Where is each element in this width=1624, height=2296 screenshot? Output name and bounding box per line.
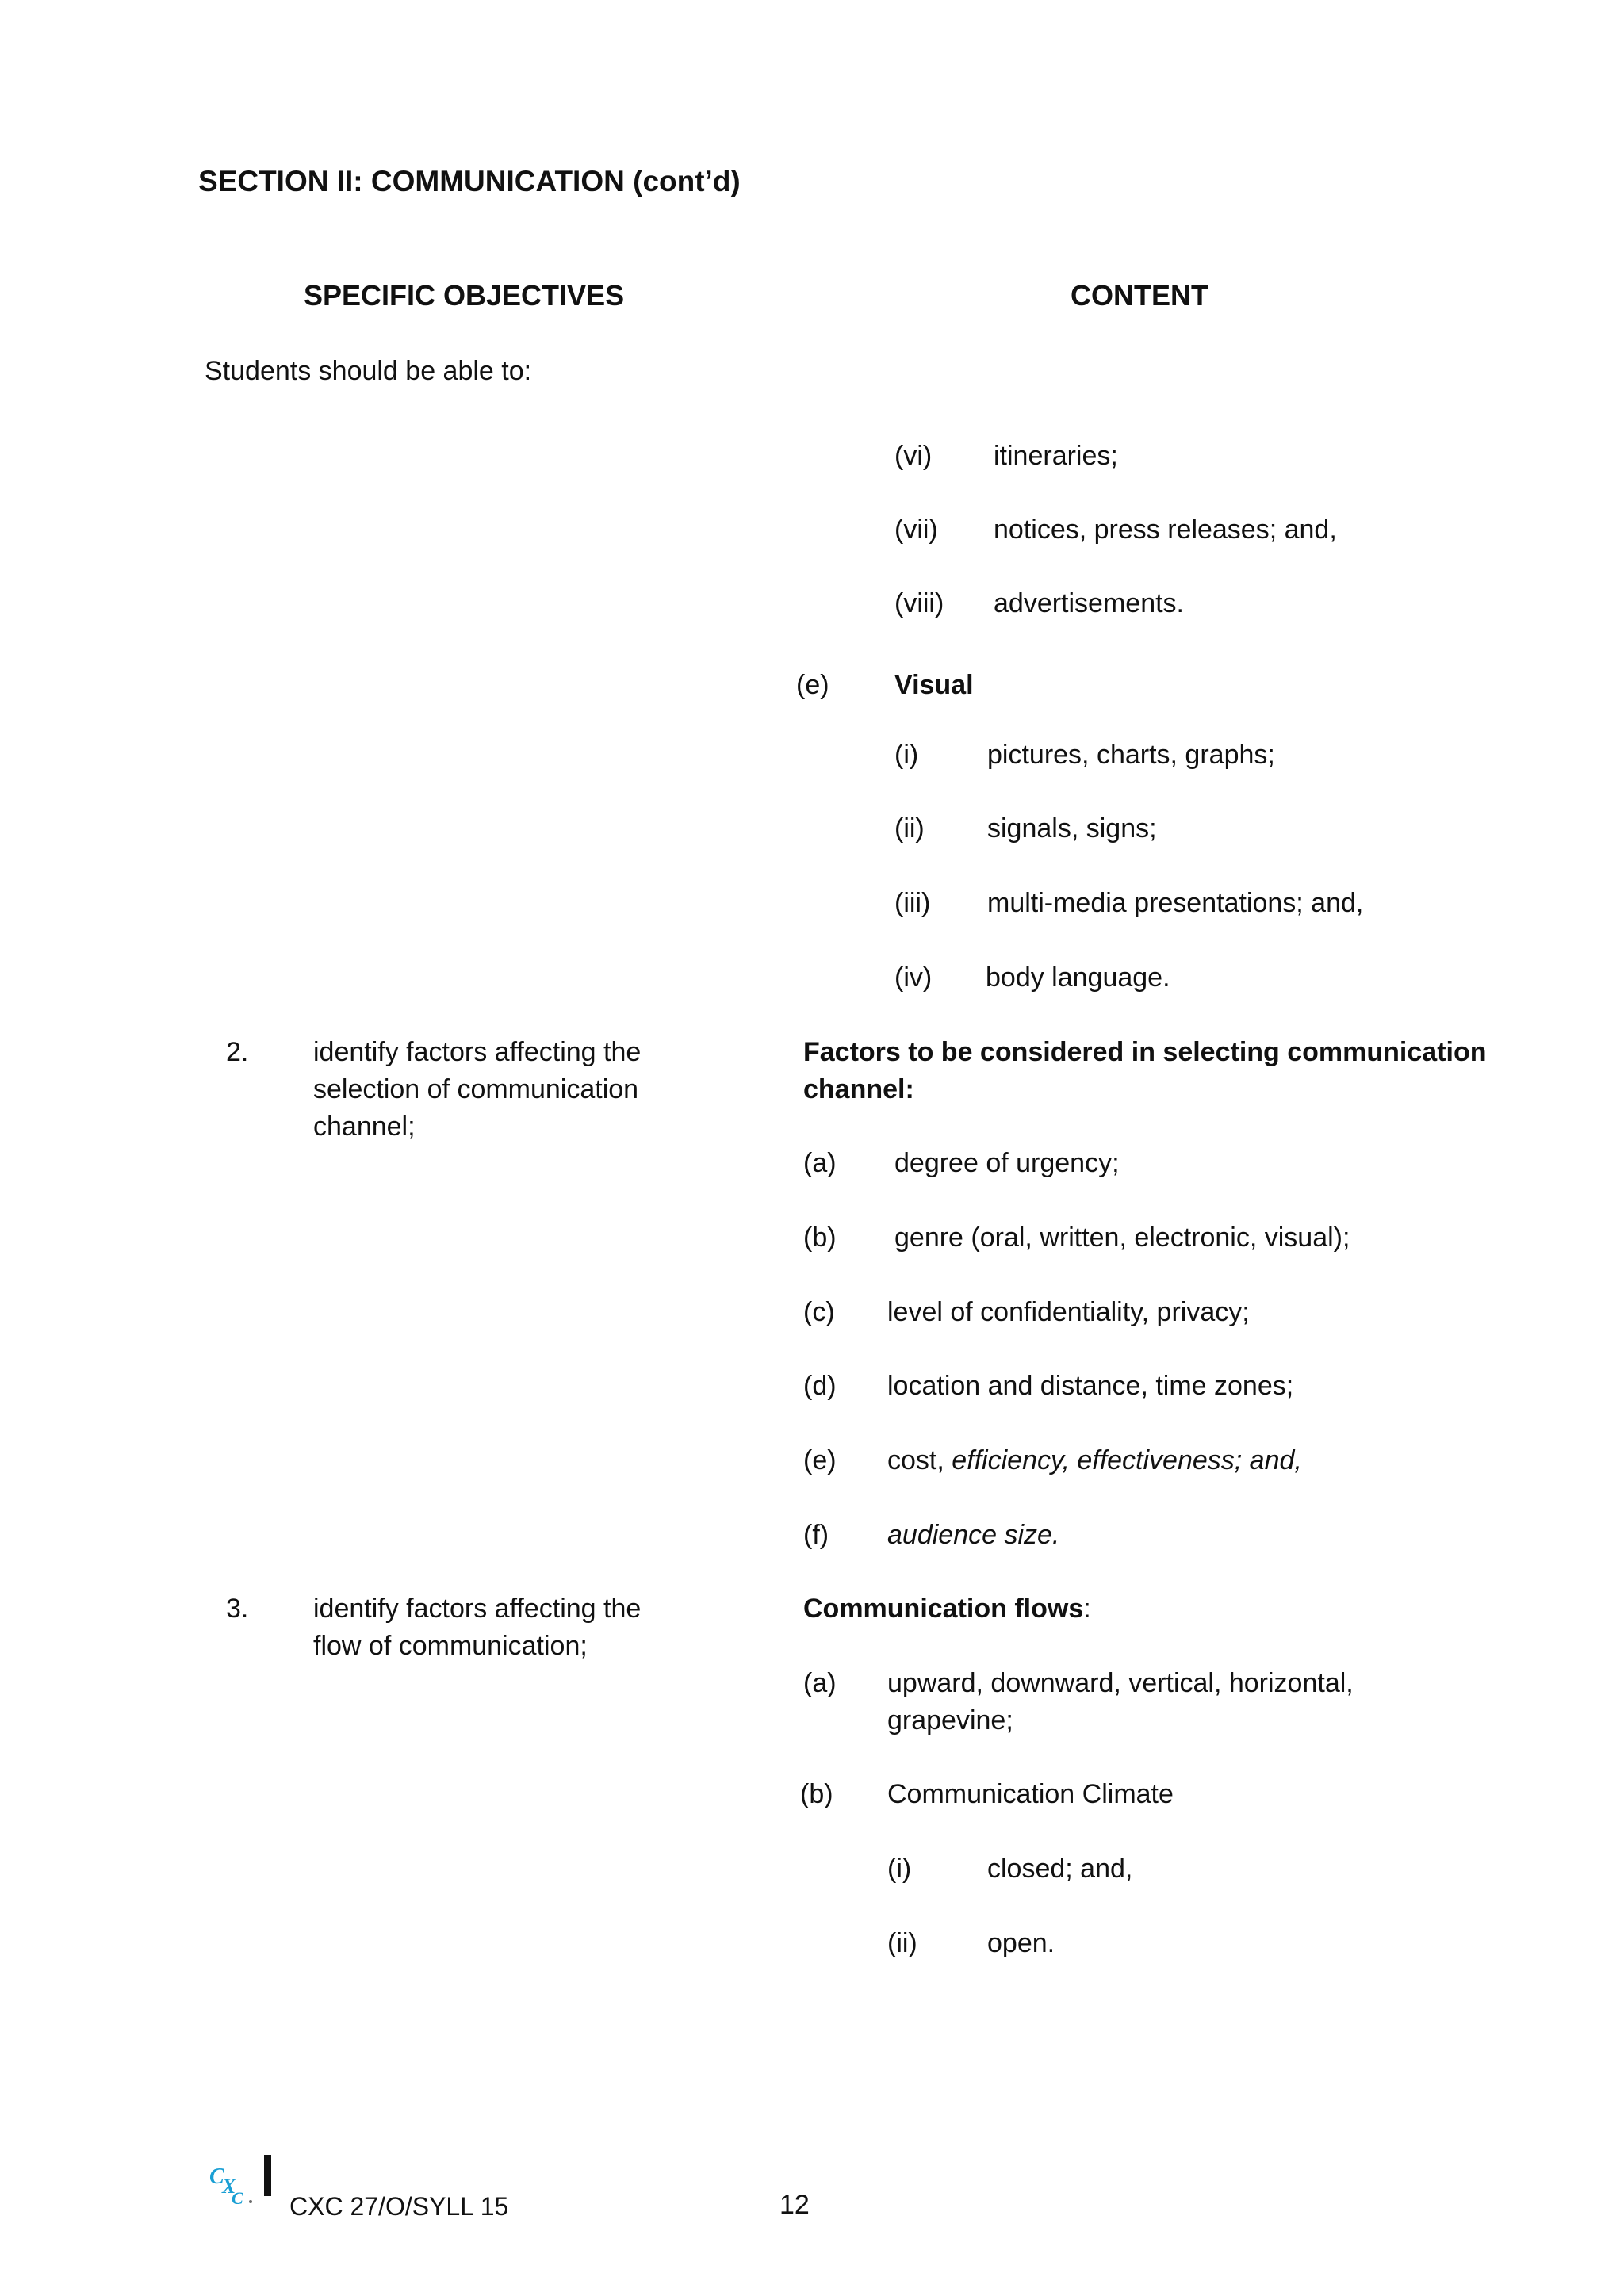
list-item: upward, downward, vertical, horizontal, [887,1668,1354,1698]
objective-number: 3. [226,1594,249,1624]
list-number: (ii) [894,813,925,844]
list-item: open. [987,1928,1055,1958]
factors-title: Factors to be considered in selecting communication [803,1037,1487,1067]
content-heading: CONTENT [1071,279,1208,312]
list-letter: (e) [796,670,829,700]
section-title: SECTION II: COMMUNICATION (cont’d) [198,165,741,197]
svg-text:C: C [232,2188,243,2207]
list-item [887,1442,1302,1479]
list-item: degree of urgency; [894,1148,1120,1178]
list-item: itineraries; [994,441,1118,471]
svg-text:X: X [222,2175,236,2198]
list-number: (i) [894,740,919,770]
list-item: signals, signs; [987,813,1157,844]
list-item: grapevine; [887,1705,1013,1735]
list-number: (iv) [894,962,933,993]
list-letter: (c) [803,1297,835,1327]
list-item-italic: efficiency, effectiveness; and, [952,1445,1302,1475]
objective-line: flow of communication; [313,1631,588,1661]
list-number: (iii) [894,888,931,918]
list-number: (ii) [887,1928,917,1958]
list-item: genre (oral, written, electronic, visual); [894,1223,1350,1253]
visual-title: Visual [894,670,974,700]
list-number: (i) [887,1854,912,1884]
list-item: advertisements. [994,588,1184,618]
objectives-heading: SPECIFIC OBJECTIVES [304,279,625,312]
list-letter: (e) [803,1445,837,1475]
flows-title [803,1590,1091,1627]
factors-title: channel: [803,1074,914,1104]
flows-title-bold: Communication flows [803,1594,1084,1624]
list-item: level of confidentiality, privacy; [887,1297,1250,1327]
list-item: Communication Climate [887,1779,1174,1809]
list-item: closed; and, [987,1854,1133,1884]
svg-text:C: C [209,2164,224,2189]
objective-line: selection of communication [313,1074,639,1104]
objective-number: 2. [226,1037,249,1067]
list-item: location and distance, time zones; [887,1371,1294,1401]
list-number: (vi) [894,441,933,471]
list-letter: (b) [800,1779,833,1809]
intro-text: Students should be able to: [205,356,532,386]
flows-title-suffix: : [1083,1594,1091,1624]
page-number: 12 [779,2190,810,2220]
list-letter: (d) [803,1371,837,1401]
list-number: (vii) [894,515,938,545]
list-letter: (b) [803,1223,837,1253]
list-item: body language. [986,962,1170,993]
list-item: pictures, charts, graphs; [987,740,1275,770]
list-item: audience size. [887,1520,1060,1550]
list-item: notices, press releases; and, [994,515,1337,545]
list-item-plain: cost, [887,1445,952,1475]
objective-line: identify factors affecting the [313,1594,642,1624]
cxc-logo-icon [208,2160,255,2207]
list-number: (viii) [894,588,944,618]
objective-line: channel; [313,1112,416,1142]
list-letter: (a) [803,1668,837,1698]
objective-line: identify factors affecting the [313,1037,642,1067]
list-item: multi-media presentations; and, [987,888,1364,918]
list-letter: (f) [803,1520,829,1550]
footer-divider [264,2155,271,2196]
list-letter: (a) [803,1148,837,1178]
syllabus-code: CXC 27/O/SYLL 15 [289,2192,509,2221]
